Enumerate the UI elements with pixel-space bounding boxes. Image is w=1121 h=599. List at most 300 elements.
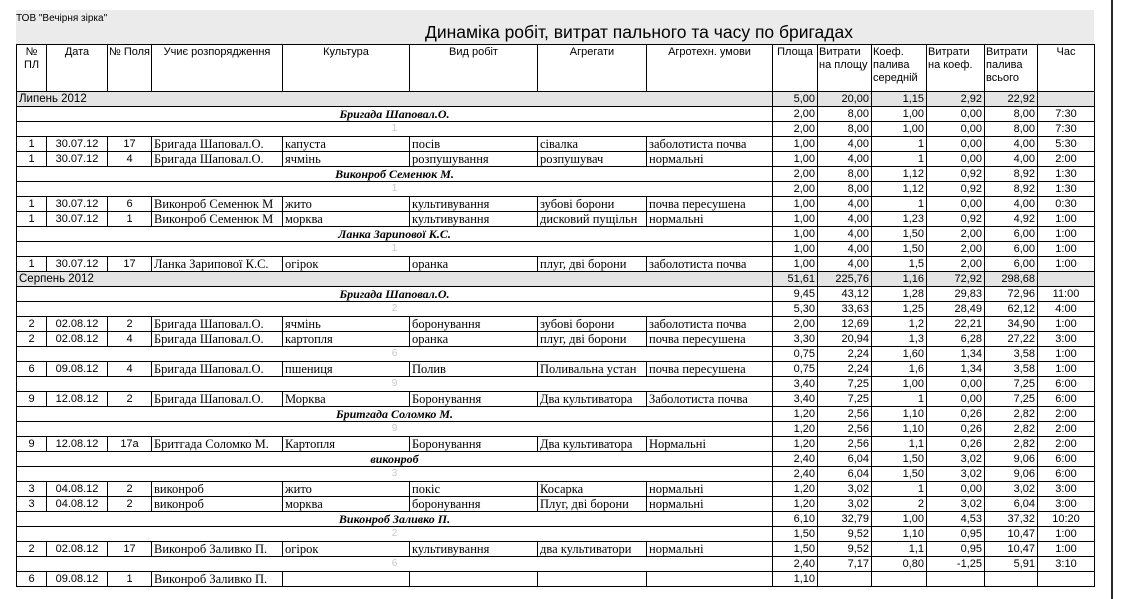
total-coef: 1,28 [872, 287, 927, 302]
cell-field: 6 [108, 197, 152, 212]
cell-cost-area: 2,56 [818, 437, 872, 452]
brigade-name: Ланка Зарипової К.С. [17, 227, 773, 242]
total-coef: 1,10 [872, 527, 927, 542]
cell-cost-area [818, 572, 872, 587]
cell-time: 3:00 [1038, 482, 1095, 497]
total-fuel-total: 6,00 [985, 227, 1038, 242]
cell-units: зубові борони [538, 197, 647, 212]
total-area: 2,00 [773, 167, 818, 182]
cell-order: Бригада Шаповал.О. [152, 392, 283, 407]
cell-date: 02.08.12 [47, 332, 108, 347]
cell-crop [283, 572, 410, 587]
cell-date: 12.08.12 [47, 437, 108, 452]
cell-area: 1,00 [773, 257, 818, 272]
cell-field: 4 [108, 332, 152, 347]
total-fuel-total: 2,82 [985, 422, 1038, 437]
table-row [17, 137, 1095, 152]
total-coef: 1,12 [872, 182, 927, 197]
total-coef: 0,80 [872, 557, 927, 572]
total-coef: 1,50 [872, 242, 927, 257]
col-header-work: Вид робіт [410, 45, 538, 92]
total-coef: 1,60 [872, 347, 927, 362]
total-cost-area: 2,24 [818, 347, 872, 362]
cell-conditions: нормальні [647, 482, 773, 497]
total-cost-area: 43,12 [818, 287, 872, 302]
total-area: 3,40 [773, 377, 818, 392]
cell-time: 2:00 [1038, 152, 1095, 167]
cell-fuel-total: 6,00 [985, 257, 1038, 272]
cell-order: Ланка Зарипової К.С. [152, 257, 283, 272]
cell-time: 3:00 [1038, 497, 1095, 512]
total-cost-coef: 0,26 [927, 407, 985, 422]
cell-fuel-total: 7,25 [985, 392, 1038, 407]
cell-crop: картопля [283, 332, 410, 347]
cell-pl: 1 [17, 257, 47, 272]
total-coef: 1,50 [872, 467, 927, 482]
cell-field: 1 [108, 572, 152, 587]
cell-field: 17 [108, 137, 152, 152]
cell-conditions: заболотиста почва [647, 137, 773, 152]
cell-area: 1,50 [773, 542, 818, 557]
col-header-time: Час [1038, 45, 1095, 92]
brigade-row [17, 452, 1095, 467]
col-header-area: Площа [773, 45, 818, 92]
month-row [17, 272, 1095, 287]
total-area: 1,00 [773, 242, 818, 257]
cell-area: 1,20 [773, 482, 818, 497]
cell-cost-coef: 0,00 [927, 152, 985, 167]
col-header-units: Агрегати [538, 45, 647, 92]
cell-order: Виконроб Заливко П. [152, 542, 283, 557]
cell-coef: 2 [872, 497, 927, 512]
col-header-pl: № ПЛ [17, 45, 47, 92]
total-cost-area: 4,00 [818, 242, 872, 257]
total-area: 1,20 [773, 422, 818, 437]
table-row [17, 437, 1095, 452]
cell-time: 3:00 [1038, 332, 1095, 347]
cell-pl: 2 [17, 542, 47, 557]
field-number: 1 [17, 182, 773, 197]
cell-order: Бригада Шаповал.О. [152, 332, 283, 347]
cell-time: 0:30 [1038, 197, 1095, 212]
cell-crop: ячмінь [283, 152, 410, 167]
total-cost-coef: 2,00 [927, 242, 985, 257]
total-cost-area: 9,52 [818, 527, 872, 542]
cell-fuel-total: 4,00 [985, 197, 1038, 212]
total-cost-area: 6,04 [818, 467, 872, 482]
cell-units: сівалка [538, 137, 647, 152]
cell-coef: 1 [872, 197, 927, 212]
cell-pl: 6 [17, 572, 47, 587]
total-cost-coef: 29,83 [927, 287, 985, 302]
table-row [17, 482, 1095, 497]
cell-fuel-total: 10,47 [985, 542, 1038, 557]
total-time: 7:30 [1038, 107, 1095, 122]
total-time: 6:00 [1038, 377, 1095, 392]
cell-conditions: нормальні [647, 497, 773, 512]
cell-work: культивування [410, 212, 538, 227]
total-area: 51,61 [773, 272, 818, 287]
total-cost-area: 8,00 [818, 182, 872, 197]
total-fuel-total: 9,06 [985, 452, 1038, 467]
window-edge [1111, 0, 1113, 599]
total-cost-coef: 0,00 [927, 122, 985, 137]
cell-date: 30.07.12 [47, 212, 108, 227]
cell-cost-coef: 2,00 [927, 257, 985, 272]
cell-date: 12.08.12 [47, 392, 108, 407]
total-fuel-total: 2,82 [985, 407, 1038, 422]
total-time: 3:10 [1038, 557, 1095, 572]
cell-cost-coef: 0,95 [927, 542, 985, 557]
cell-field: 4 [108, 152, 152, 167]
total-cost-area: 225,76 [818, 272, 872, 287]
total-cost-coef: 4,53 [927, 512, 985, 527]
report-table [16, 44, 1095, 587]
cell-cost-coef: 0,92 [927, 212, 985, 227]
cell-fuel-total: 3,58 [985, 362, 1038, 377]
table-row [17, 497, 1095, 512]
cell-conditions: Нормальні [647, 437, 773, 452]
cell-area: 1,00 [773, 212, 818, 227]
cell-pl: 3 [17, 497, 47, 512]
cell-coef: 1 [872, 482, 927, 497]
total-time: 2:00 [1038, 407, 1095, 422]
total-cost-coef: 3,02 [927, 467, 985, 482]
total-cost-area: 8,00 [818, 107, 872, 122]
total-area: 2,00 [773, 182, 818, 197]
field-number: 6 [17, 557, 773, 572]
table-row [17, 392, 1095, 407]
cell-cost-coef [927, 572, 985, 587]
header-row [17, 45, 1095, 92]
cell-field: 2 [108, 482, 152, 497]
cell-area: 1,00 [773, 197, 818, 212]
cell-fuel-total: 27,22 [985, 332, 1038, 347]
cell-field: 4 [108, 362, 152, 377]
total-fuel-total: 8,92 [985, 167, 1038, 182]
brigade-name: Бригада Шаповал.О. [17, 107, 773, 122]
total-cost-coef: 28,49 [927, 302, 985, 317]
cell-field: 1 [108, 212, 152, 227]
total-time: 1:30 [1038, 167, 1095, 182]
col-header-fuel-total: Витрати палива всього [985, 45, 1038, 92]
cell-cost-area: 2,24 [818, 362, 872, 377]
field-row [17, 557, 1095, 572]
total-cost-area: 2,56 [818, 422, 872, 437]
cell-order: Виконроб Заливко П. [152, 572, 283, 587]
col-header-field: № Поля [108, 45, 152, 92]
table-row [17, 317, 1095, 332]
cell-pl: 1 [17, 197, 47, 212]
table-row [17, 197, 1095, 212]
cell-cost-coef: 0,26 [927, 437, 985, 452]
cell-cost-area: 3,02 [818, 497, 872, 512]
total-fuel-total: 5,91 [985, 557, 1038, 572]
cell-time: 1:00 [1038, 362, 1095, 377]
cell-fuel-total: 4,92 [985, 212, 1038, 227]
cell-crop: жито [283, 197, 410, 212]
cell-cost-area: 4,00 [818, 257, 872, 272]
total-cost-coef: 0,92 [927, 182, 985, 197]
total-time: 11:00 [1038, 287, 1095, 302]
cell-cost-coef: 0,00 [927, 137, 985, 152]
cell-cost-area: 4,00 [818, 152, 872, 167]
total-time: 1:00 [1038, 527, 1095, 542]
total-cost-coef: 0,00 [927, 377, 985, 392]
cell-date: 04.08.12 [47, 482, 108, 497]
col-header-order: Учиє розпорядження [152, 45, 283, 92]
total-cost-area: 4,00 [818, 227, 872, 242]
total-coef: 1,16 [872, 272, 927, 287]
cell-units: плуг, дві борони [538, 257, 647, 272]
cell-date: 30.07.12 [47, 257, 108, 272]
total-coef: 1,00 [872, 122, 927, 137]
cell-area: 1,10 [773, 572, 818, 587]
table-row [17, 212, 1095, 227]
cell-cost-area: 9,52 [818, 542, 872, 557]
cell-units: Поливальна устан [538, 362, 647, 377]
cell-cost-area: 20,94 [818, 332, 872, 347]
total-coef: 1,00 [872, 107, 927, 122]
cell-cost-coef: 3,02 [927, 497, 985, 512]
total-fuel-total: 3,58 [985, 347, 1038, 362]
cell-crop: Картопля [283, 437, 410, 452]
cell-coef: 1,1 [872, 542, 927, 557]
col-header-conditions: Агротехн. умови [647, 45, 773, 92]
total-time: 6:00 [1038, 452, 1095, 467]
total-cost-area: 2,56 [818, 407, 872, 422]
cell-conditions: заболотиста почва [647, 257, 773, 272]
cell-area: 1,00 [773, 137, 818, 152]
total-fuel-total: 22,92 [985, 92, 1038, 107]
cell-area: 1,00 [773, 152, 818, 167]
cell-work: Боронування [410, 437, 538, 452]
cell-work: покіс [410, 482, 538, 497]
cell-fuel-total: 2,82 [985, 437, 1038, 452]
cell-time: 6:00 [1038, 392, 1095, 407]
cell-coef: 1,2 [872, 317, 927, 332]
field-number: 1 [17, 242, 773, 257]
cell-order: виконроб [152, 482, 283, 497]
cell-field: 17 [108, 542, 152, 557]
cell-coef: 1,3 [872, 332, 927, 347]
month-label: Серпень 2012 [17, 272, 773, 287]
cell-work: Полив [410, 362, 538, 377]
field-number: 1 [17, 122, 773, 137]
cell-date: 04.08.12 [47, 497, 108, 512]
total-cost-coef: -1,25 [927, 557, 985, 572]
total-cost-area: 7,25 [818, 377, 872, 392]
total-cost-area: 32,79 [818, 512, 872, 527]
brigade-row [17, 407, 1095, 422]
cell-coef: 1,5 [872, 257, 927, 272]
cell-date: 30.07.12 [47, 137, 108, 152]
cell-date: 30.07.12 [47, 152, 108, 167]
total-cost-coef: 0,00 [927, 107, 985, 122]
col-header-date: Дата [47, 45, 108, 92]
total-coef: 1,10 [872, 407, 927, 422]
total-fuel-total: 72,96 [985, 287, 1038, 302]
cell-area: 3,30 [773, 332, 818, 347]
total-coef: 1,00 [872, 377, 927, 392]
cell-work: культивування [410, 197, 538, 212]
cell-pl: 1 [17, 212, 47, 227]
cell-conditions: нормальні [647, 152, 773, 167]
total-coef: 1,15 [872, 92, 927, 107]
cell-cost-coef: 0,00 [927, 392, 985, 407]
total-cost-area: 33,63 [818, 302, 872, 317]
col-header-crop: Культура [283, 45, 410, 92]
field-row [17, 242, 1095, 257]
total-coef: 1,50 [872, 452, 927, 467]
field-row [17, 347, 1095, 362]
cell-conditions: почва пересушена [647, 197, 773, 212]
total-time: 1:00 [1038, 227, 1095, 242]
cell-units: дисковий пущільн [538, 212, 647, 227]
cell-time: 1:00 [1038, 212, 1095, 227]
cell-coef: 1,1 [872, 437, 927, 452]
cell-crop: капуста [283, 137, 410, 152]
cell-cost-coef: 6,28 [927, 332, 985, 347]
field-row [17, 527, 1095, 542]
cell-crop: пшениця [283, 362, 410, 377]
cell-field: 2 [108, 317, 152, 332]
table-row [17, 332, 1095, 347]
cell-conditions: Заболотиста почва [647, 392, 773, 407]
cell-conditions: почва пересушена [647, 332, 773, 347]
total-cost-coef: 72,92 [927, 272, 985, 287]
cell-units: Два культиватора [538, 392, 647, 407]
cell-units: розпушувач [538, 152, 647, 167]
cell-order: Бригада Шаповал.О. [152, 317, 283, 332]
cell-units [538, 572, 647, 587]
cell-pl: 6 [17, 362, 47, 377]
total-time: 7:30 [1038, 122, 1095, 137]
cell-cost-coef: 0,00 [927, 482, 985, 497]
cell-cost-area: 4,00 [818, 197, 872, 212]
company-name: ТОВ "Вечірня зірка" [16, 13, 108, 24]
cell-units: Два культиватора [538, 437, 647, 452]
total-fuel-total: 298,68 [985, 272, 1038, 287]
field-number: 2 [17, 302, 773, 317]
cell-conditions [647, 572, 773, 587]
cell-crop: Морква [283, 392, 410, 407]
cell-fuel-total: 3,02 [985, 482, 1038, 497]
total-area: 5,30 [773, 302, 818, 317]
total-cost-area: 20,00 [818, 92, 872, 107]
cell-fuel-total: 6,04 [985, 497, 1038, 512]
total-fuel-total: 9,06 [985, 467, 1038, 482]
cell-date: 02.08.12 [47, 542, 108, 557]
table-row [17, 572, 1095, 587]
total-time: 1:00 [1038, 242, 1095, 257]
brigade-name: Бригада Шаповал.О. [17, 287, 773, 302]
cell-pl: 3 [17, 482, 47, 497]
cell-work: боронування [410, 317, 538, 332]
field-row [17, 467, 1095, 482]
total-coef: 1,10 [872, 422, 927, 437]
cell-order: виконроб [152, 497, 283, 512]
total-fuel-total: 7,25 [985, 377, 1038, 392]
table-row [17, 362, 1095, 377]
brigade-row [17, 512, 1095, 527]
cell-pl: 2 [17, 317, 47, 332]
total-area: 9,45 [773, 287, 818, 302]
total-coef: 1,50 [872, 227, 927, 242]
cell-date: 09.08.12 [47, 362, 108, 377]
cell-units: зубові борони [538, 317, 647, 332]
total-fuel-total: 37,32 [985, 512, 1038, 527]
cell-work: Боронування [410, 392, 538, 407]
cell-field: 2 [108, 392, 152, 407]
cell-units: два культиватори [538, 542, 647, 557]
total-time [1038, 272, 1095, 287]
total-area: 1,20 [773, 407, 818, 422]
cell-date: 30.07.12 [47, 197, 108, 212]
month-row [17, 92, 1095, 107]
brigade-row [17, 107, 1095, 122]
field-row [17, 182, 1095, 197]
cell-order: Виконроб Семенюк М [152, 197, 283, 212]
total-coef: 1,12 [872, 167, 927, 182]
cell-crop: огірок [283, 542, 410, 557]
total-cost-coef: 2,92 [927, 92, 985, 107]
cell-fuel-total [985, 572, 1038, 587]
cell-work: боронування [410, 497, 538, 512]
cell-coef: 1,23 [872, 212, 927, 227]
total-cost-coef: 1,34 [927, 347, 985, 362]
field-number: 9 [17, 422, 773, 437]
total-cost-coef: 3,02 [927, 452, 985, 467]
cell-fuel-total: 34,90 [985, 317, 1038, 332]
cell-coef: 1,6 [872, 362, 927, 377]
cell-pl: 1 [17, 137, 47, 152]
table-row [17, 152, 1095, 167]
cell-pl: 2 [17, 332, 47, 347]
cell-time: 5:30 [1038, 137, 1095, 152]
total-cost-area: 7,17 [818, 557, 872, 572]
total-fuel-total: 8,92 [985, 182, 1038, 197]
report-title: Динаміка робіт, витрат пального та часу по бригадах [425, 22, 853, 42]
cell-order: Виконроб Семенюк М [152, 212, 283, 227]
cell-conditions: нормальні [647, 542, 773, 557]
field-number: 3 [17, 467, 773, 482]
cell-time: 1:00 [1038, 257, 1095, 272]
cell-date: 02.08.12 [47, 317, 108, 332]
cell-work: оранка [410, 257, 538, 272]
cell-field: 2 [108, 497, 152, 512]
cell-units: Косарка [538, 482, 647, 497]
total-time: 2:00 [1038, 422, 1095, 437]
cell-crop: огірок [283, 257, 410, 272]
total-area: 5,00 [773, 92, 818, 107]
cell-cost-area: 7,25 [818, 392, 872, 407]
total-fuel-total: 62,12 [985, 302, 1038, 317]
total-fuel-total: 8,00 [985, 107, 1038, 122]
cell-conditions: заболотиста почва [647, 317, 773, 332]
table-row [17, 542, 1095, 557]
cell-work: культивування [410, 542, 538, 557]
brigade-row [17, 167, 1095, 182]
cell-conditions: нормальні [647, 212, 773, 227]
cell-order: Бритгада Соломко М. [152, 437, 283, 452]
cell-work: розпушування [410, 152, 538, 167]
total-cost-area: 8,00 [818, 167, 872, 182]
brigade-row [17, 227, 1095, 242]
cell-order: Бригада Шаповал.О. [152, 152, 283, 167]
cell-crop: жито [283, 482, 410, 497]
cell-pl: 1 [17, 152, 47, 167]
